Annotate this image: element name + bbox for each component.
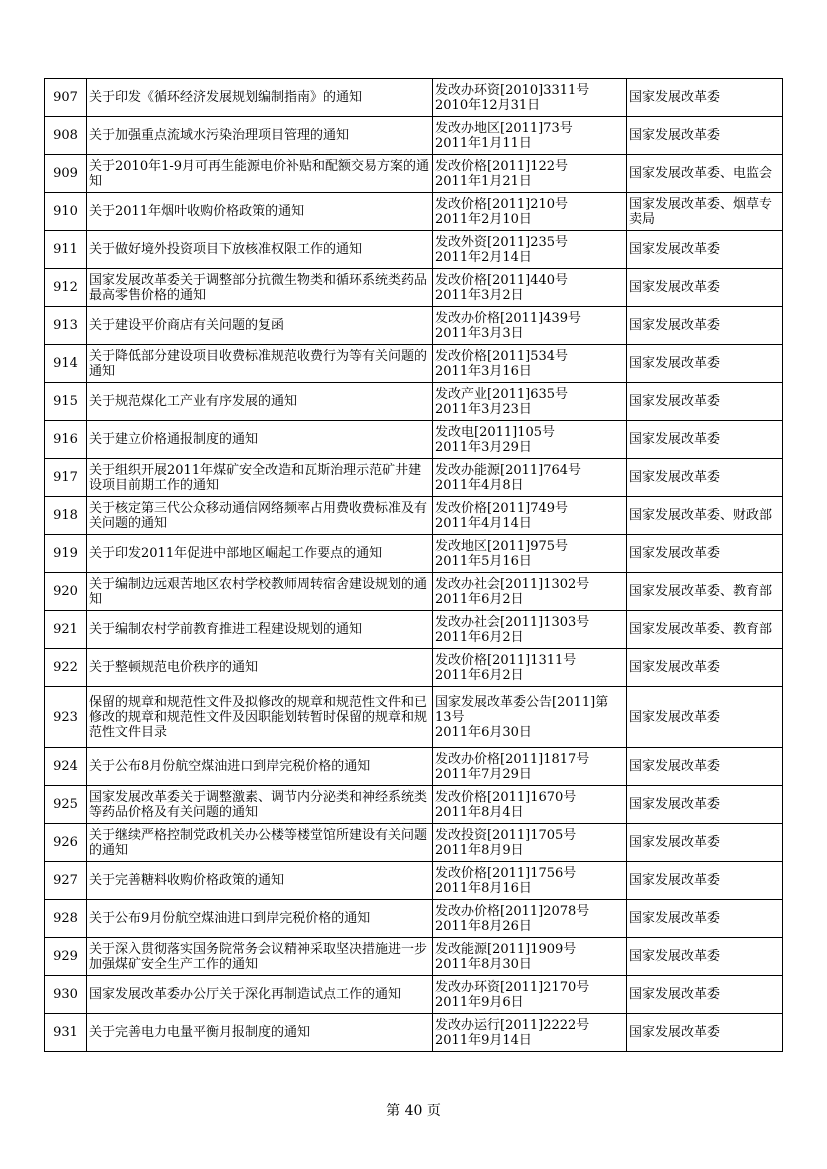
document-number: 发改办能源[2011]764号 <box>435 462 582 478</box>
table-row <box>45 307 783 345</box>
issuing-department: 国家发展改革委 <box>627 862 783 900</box>
document-number: 发改价格[2011]1670号 <box>435 789 577 805</box>
document-number-cell <box>433 748 627 786</box>
document-number: 发改地区[2011]975号 <box>435 538 569 554</box>
issue-date: 2011年3月16日 <box>435 363 532 379</box>
row-number: 925 <box>45 786 87 824</box>
document-number: 发改价格[2011]210号 <box>435 196 569 212</box>
issuing-department: 国家发展改革委 <box>627 231 783 269</box>
row-number: 916 <box>45 421 87 459</box>
issuing-department: 国家发展改革委、烟草专卖局 <box>627 193 783 231</box>
issuing-department: 国家发展改革委、教育部 <box>627 573 783 611</box>
document-title: 国家发展改革委办公厅关于深化再制造试点工作的通知 <box>87 976 433 1014</box>
row-number: 923 <box>45 687 87 748</box>
table-row <box>45 938 783 976</box>
document-number: 发改办价格[2011]1817号 <box>435 751 590 767</box>
issuing-department: 国家发展改革委 <box>627 307 783 345</box>
row-number: 921 <box>45 611 87 649</box>
issue-date: 2011年8月26日 <box>435 918 532 934</box>
document-number-cell <box>433 535 627 573</box>
document-title: 保留的规章和规范性文件及拟修改的规章和规范性文件和已修改的规章和规范性文件及因职能划转暂时保留的规章和规范性文件目录 <box>87 687 433 748</box>
table-row <box>45 345 783 383</box>
document-number: 发改电[2011]105号 <box>435 424 556 440</box>
document-number-cell <box>433 459 627 497</box>
issue-date: 2011年8月16日 <box>435 880 532 896</box>
issuing-department: 国家发展改革委 <box>627 786 783 824</box>
issuing-department: 国家发展改革委 <box>627 383 783 421</box>
issuing-department: 国家发展改革委 <box>627 117 783 155</box>
document-title: 关于核定第三代公众移动通信网络频率占用费收费标准及有关问题的通知 <box>87 497 433 535</box>
document-title: 国家发展改革委关于调整部分抗微生物类和循环系统类药品最高零售价格的通知 <box>87 269 433 307</box>
document-title: 关于完善糖料收购价格政策的通知 <box>87 862 433 900</box>
document-number: 发改产业[2011]635号 <box>435 386 569 402</box>
issuing-department: 国家发展改革委 <box>627 459 783 497</box>
document-number-cell <box>433 824 627 862</box>
issue-date: 2011年1月21日 <box>435 173 532 189</box>
document-number: 发改价格[2011]749号 <box>435 500 569 516</box>
document-number-cell <box>433 497 627 535</box>
issue-date: 2011年5月16日 <box>435 553 532 569</box>
issuing-department: 国家发展改革委 <box>627 535 783 573</box>
issue-date: 2011年6月2日 <box>435 591 524 607</box>
document-title: 关于印发《循环经济发展规划编制指南》的通知 <box>87 79 433 117</box>
document-number: 发改办社会[2011]1303号 <box>435 614 590 630</box>
document-title: 关于继续严格控制党政机关办公楼等楼堂馆所建设有关问题的通知 <box>87 824 433 862</box>
document-number-cell <box>433 193 627 231</box>
issuing-department: 国家发展改革委、电监会 <box>627 155 783 193</box>
table-row <box>45 269 783 307</box>
issuing-department: 国家发展改革委 <box>627 900 783 938</box>
document-number: 发改价格[2011]122号 <box>435 158 569 174</box>
issuing-department: 国家发展改革委 <box>627 345 783 383</box>
table-row <box>45 383 783 421</box>
issue-date: 2011年3月23日 <box>435 401 532 417</box>
document-number: 发改投资[2011]1705号 <box>435 827 577 843</box>
document-number-cell <box>433 117 627 155</box>
row-number: 927 <box>45 862 87 900</box>
issue-date: 2010年12月31日 <box>435 97 541 113</box>
document-number-cell <box>433 976 627 1014</box>
row-number: 913 <box>45 307 87 345</box>
row-number: 909 <box>45 155 87 193</box>
issuing-department: 国家发展改革委 <box>627 269 783 307</box>
document-number-cell <box>433 900 627 938</box>
document-title: 关于2010年1-9月可再生能源电价补贴和配额交易方案的通知 <box>87 155 433 193</box>
document-title: 关于建设平价商店有关问题的复函 <box>87 307 433 345</box>
document-title: 关于公布8月份航空煤油进口到岸完税价格的通知 <box>87 748 433 786</box>
issue-date: 2011年3月29日 <box>435 439 532 455</box>
issuing-department: 国家发展改革委、财政部 <box>627 497 783 535</box>
issuing-department: 国家发展改革委 <box>627 649 783 687</box>
table-row <box>45 117 783 155</box>
issuing-department: 国家发展改革委 <box>627 421 783 459</box>
document-number: 发改价格[2011]440号 <box>435 272 569 288</box>
issuing-department: 国家发展改革委 <box>627 976 783 1014</box>
row-number: 915 <box>45 383 87 421</box>
issue-date: 2011年6月2日 <box>435 629 524 645</box>
table-row <box>45 611 783 649</box>
document-title: 关于整顿规范电价秩序的通知 <box>87 649 433 687</box>
issuing-department: 国家发展改革委、教育部 <box>627 611 783 649</box>
row-number: 914 <box>45 345 87 383</box>
document-number: 发改价格[2011]534号 <box>435 348 569 364</box>
document-title: 关于2011年烟叶收购价格政策的通知 <box>87 193 433 231</box>
document-number-cell <box>433 231 627 269</box>
document-title: 关于完善电力电量平衡月报制度的通知 <box>87 1014 433 1052</box>
document-number: 发改外资[2011]235号 <box>435 234 569 250</box>
document-number: 发改办社会[2011]1302号 <box>435 576 590 592</box>
document-number: 发改办环资[2011]2170号 <box>435 979 590 995</box>
table-row <box>45 497 783 535</box>
document-number: 发改办地区[2011]73号 <box>435 120 573 136</box>
issuing-department: 国家发展改革委 <box>627 748 783 786</box>
issuing-department: 国家发展改革委 <box>627 824 783 862</box>
document-title: 关于建立价格通报制度的通知 <box>87 421 433 459</box>
table-row <box>45 687 783 748</box>
issuing-department: 国家发展改革委 <box>627 938 783 976</box>
row-number: 920 <box>45 573 87 611</box>
document-number: 发改办环资[2010]3311号 <box>435 82 590 98</box>
table-row <box>45 786 783 824</box>
document-title: 关于做好境外投资项目下放核准权限工作的通知 <box>87 231 433 269</box>
document-number-cell <box>433 862 627 900</box>
document-title: 关于规范煤化工产业有序发展的通知 <box>87 383 433 421</box>
issue-date: 2011年4月8日 <box>435 477 524 493</box>
page-footer: 第 40 页 <box>386 1103 441 1119</box>
issue-date: 2011年4月14日 <box>435 515 532 531</box>
row-number: 908 <box>45 117 87 155</box>
document-number-cell <box>433 307 627 345</box>
row-number: 928 <box>45 900 87 938</box>
table-row <box>45 862 783 900</box>
table-row <box>45 193 783 231</box>
document-number: 国家发展改革委公告[2011]第13号 <box>435 694 609 725</box>
document-number-cell <box>433 1014 627 1052</box>
document-title: 关于降低部分建设项目收费标准规范收费行为等有关问题的通知 <box>87 345 433 383</box>
document-title: 关于加强重点流域水污染治理项目管理的通知 <box>87 117 433 155</box>
row-number: 919 <box>45 535 87 573</box>
table-row <box>45 155 783 193</box>
issue-date: 2011年9月14日 <box>435 1032 532 1048</box>
row-number: 929 <box>45 938 87 976</box>
table-row <box>45 459 783 497</box>
table-row <box>45 824 783 862</box>
issue-date: 2011年3月2日 <box>435 287 524 303</box>
document-number: 发改价格[2011]1756号 <box>435 865 577 881</box>
row-number: 931 <box>45 1014 87 1052</box>
table-row <box>45 231 783 269</box>
issue-date: 2011年8月4日 <box>435 804 524 820</box>
document-number-cell <box>433 155 627 193</box>
document-number: 发改价格[2011]1311号 <box>435 652 577 668</box>
row-number: 922 <box>45 649 87 687</box>
document-number-cell <box>433 611 627 649</box>
issuing-department: 国家发展改革委 <box>627 79 783 117</box>
document-number-cell <box>433 687 627 748</box>
document-number: 发改办运行[2011]2222号 <box>435 1017 590 1033</box>
row-number: 924 <box>45 748 87 786</box>
table-row <box>45 649 783 687</box>
issue-date: 2011年1月11日 <box>435 135 532 151</box>
document-title: 国家发展改革委关于调整激素、调节内分泌类和神经系统类等药品价格及有关问题的通知 <box>87 786 433 824</box>
document-title: 关于组织开展2011年煤矿安全改造和瓦斯治理示范矿井建设项目前期工作的通知 <box>87 459 433 497</box>
document-number-cell <box>433 786 627 824</box>
document-title: 关于编制边远艰苦地区农村学校教师周转宿舍建设规划的通知 <box>87 573 433 611</box>
document-number-cell <box>433 573 627 611</box>
issue-date: 2011年8月9日 <box>435 842 524 858</box>
issue-date: 2011年9月6日 <box>435 994 524 1010</box>
document-number-cell <box>433 938 627 976</box>
table-row <box>45 900 783 938</box>
document-number: 发改办价格[2011]2078号 <box>435 903 590 919</box>
issue-date: 2011年6月2日 <box>435 667 524 683</box>
row-number: 926 <box>45 824 87 862</box>
issue-date: 2011年6月30日 <box>435 724 532 740</box>
issue-date: 2011年2月10日 <box>435 211 532 227</box>
document-number: 发改能源[2011]1909号 <box>435 941 577 957</box>
document-title: 关于编制农村学前教育推进工程建设规划的通知 <box>87 611 433 649</box>
table-row <box>45 573 783 611</box>
document-number: 发改办价格[2011]439号 <box>435 310 582 326</box>
issue-date: 2011年8月30日 <box>435 956 532 972</box>
table-row <box>45 421 783 459</box>
document-title: 关于公布9月份航空煤油进口到岸完税价格的通知 <box>87 900 433 938</box>
row-number: 911 <box>45 231 87 269</box>
row-number: 917 <box>45 459 87 497</box>
document-number-cell <box>433 79 627 117</box>
table-row <box>45 535 783 573</box>
row-number: 910 <box>45 193 87 231</box>
issue-date: 2011年3月3日 <box>435 325 524 341</box>
document-title: 关于印发2011年促进中部地区崛起工作要点的通知 <box>87 535 433 573</box>
document-number-cell <box>433 345 627 383</box>
table-row <box>45 1014 783 1052</box>
issue-date: 2011年2月14日 <box>435 249 532 265</box>
row-number: 907 <box>45 79 87 117</box>
table-row <box>45 748 783 786</box>
row-number: 912 <box>45 269 87 307</box>
document-table <box>44 78 783 1052</box>
document-number-cell <box>433 649 627 687</box>
issuing-department: 国家发展改革委 <box>627 687 783 748</box>
row-number: 918 <box>45 497 87 535</box>
document-title: 关于深入贯彻落实国务院常务会议精神采取坚决措施进一步加强煤矿安全生产工作的通知 <box>87 938 433 976</box>
document-number-cell <box>433 383 627 421</box>
table-row <box>45 79 783 117</box>
issuing-department: 国家发展改革委 <box>627 1014 783 1052</box>
document-number-cell <box>433 269 627 307</box>
document-number-cell <box>433 421 627 459</box>
table-row <box>45 976 783 1014</box>
row-number: 930 <box>45 976 87 1014</box>
issue-date: 2011年7月29日 <box>435 766 532 782</box>
